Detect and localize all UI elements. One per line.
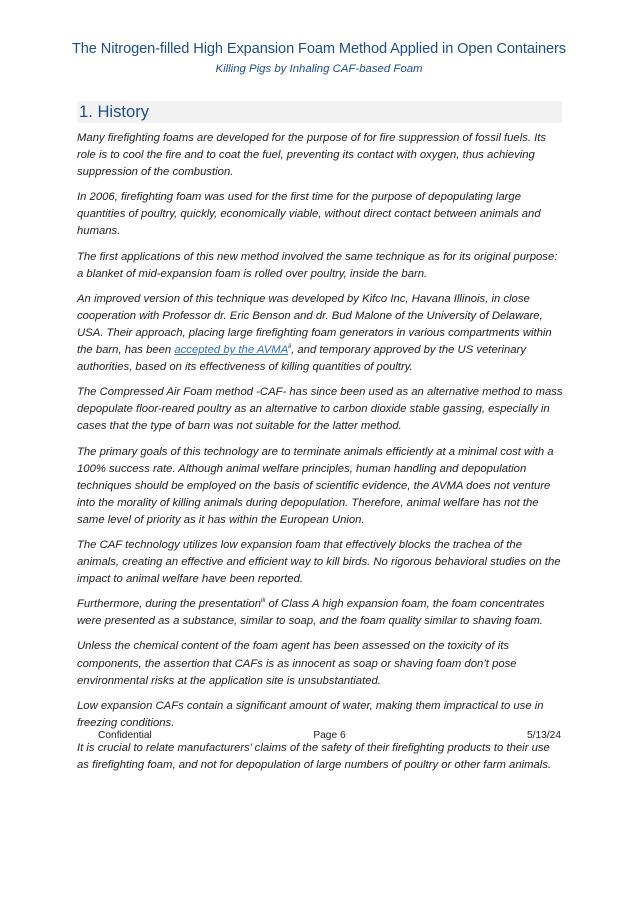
paragraph: The first applications of this new method involved the same technique as for its original purpose: a blanket of mid-expansion foam is rolled over poultry, inside the barn.	[77, 250, 558, 280]
body-text	[77, 130, 564, 782]
paragraph: The Compressed Air Foam method -CAF- has since been used as an alternative method to mass depopulate floor-reared poultry as an alternative to carbon dioxide stable gassing, especially in cases that the type of barn was not suitable for the latter method.	[77, 386, 563, 433]
document-subtitle: Killing Pigs by Inhaling CAF-based Foam	[215, 63, 423, 75]
section-heading: 1. History	[77, 101, 562, 123]
footnote-marker: ii	[288, 343, 292, 351]
paragraph-text: , and temporary approved by the US veterinary authorities, based on its effectiveness of killing quantities of poultry.	[77, 344, 526, 374]
paragraph: Low expansion CAFs contain a significant amount of water, making them impractical to use in freezing conditions.	[77, 699, 544, 729]
footer-date: 5/13/24	[527, 730, 561, 741]
paragraph-text: Furthermore, during the presentation	[77, 598, 261, 611]
paragraph	[77, 291, 564, 376]
document-title: The Nitrogen-filled High Expansion Foam Method Applied in Open Containers	[71, 41, 567, 57]
footer-confidential: Confidential	[98, 730, 152, 741]
paragraph: It is crucial to relate manufacturers’ claims of the safety of their firefighting products to their use as firefighting foam, and not for depopulation of large numbers of poultry or other farm animals.	[77, 741, 552, 771]
paragraph-text: of Class A high expansion foam, the foam concentrates were presented as a substance, similar to soap, and the foam quality similar to shaving foam.	[77, 598, 545, 628]
paragraph: Unless the chemical content of the foam agent has been assessed on the toxicity of its components, the assertion that CAFs is as innocent as soap or shaving foam don’t pose environmental risks at the application site is unsubstantiated.	[77, 640, 517, 687]
paragraph	[77, 596, 564, 630]
avma-link[interactable]: accepted by the AVMA	[174, 344, 289, 357]
paragraph: In 2006, firefighting foam was used for the first time for the purpose of depopulating large quantities of poultry, quickly, economically viable, without direct contact between animals and humans.	[77, 191, 541, 238]
paragraph: The primary goals of this technology are to terminate animals efficiently at a minimal cost with a 100% success rate. Although animal welfare principles, human handling and depopulation techniques should be employed on the basis of scientific evidence, the AVMA does not venture into the morality of killing animals during depopulation. Therefore, animal welfare has not the same level of priority as it has within the European Union.	[77, 445, 554, 526]
paragraph: Many firefighting foams are developed for the purpose of for fire suppression of fossil fuels. Its role is to cool the fire and to coat the fuel, preventing its contact with oxygen, thus achieving suppression of the combustion.	[77, 132, 547, 179]
footnote-marker: iii	[261, 597, 266, 605]
page-footer	[98, 730, 561, 744]
paragraph-text: An improved version of this technique was developed by Kifco Inc, Havana Illinois, in close cooperation with Professor dr. Eric Benson and dr. Bud Malone of the University of Delaware, USA. Their approach, placing large firefighting foam generators in various compartments within the barn, has been	[77, 292, 552, 357]
footer-page-number: Page 6	[313, 730, 346, 741]
paragraph: The CAF technology utilizes low expansion foam that effectively blocks the trachea of the animals, creating an effective and efficient way to kill birds. No rigorous behavioral studies on the impact to animal welfare have been reported.	[77, 538, 561, 586]
